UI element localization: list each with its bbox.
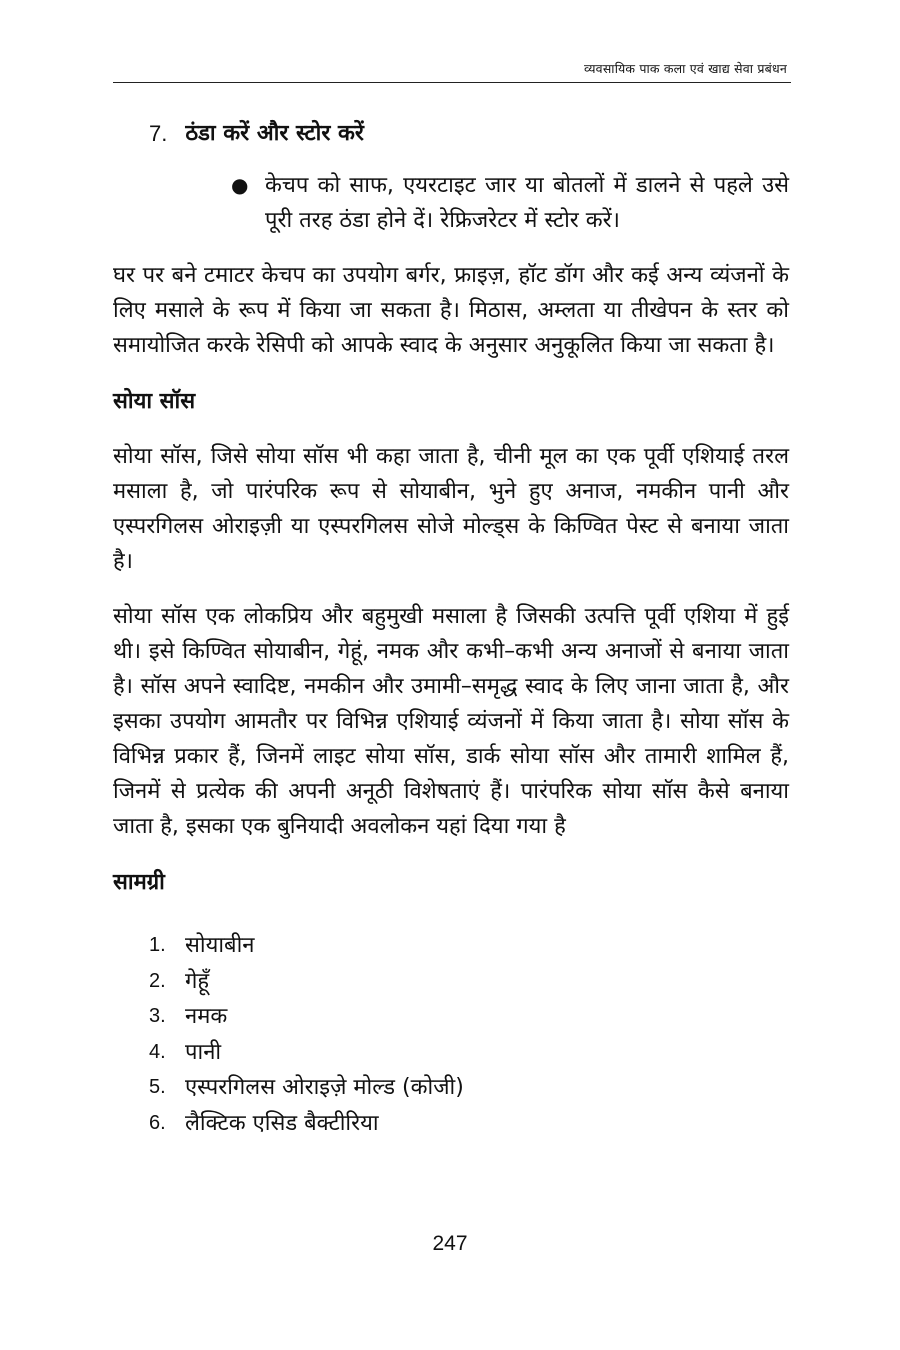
bullet-icon: ●: [231, 173, 249, 197]
page-number: 247: [432, 1232, 468, 1255]
list-number: 5.: [149, 1076, 166, 1098]
ingredient-list: [149, 928, 789, 1141]
paragraph-ketchup-use: घर पर बने टमाटर केचप का उपयोग बर्गर, फ्राइज़, हॉट डॉग और कई अन्य व्यंजनों के लिए मसाले के रूप में किया जा सकता है। मिठास, अम्लता या तीखेपन के स्तर को समायोजित करके रेसिपी को आपके स्वाद के अनुसार अनुकूलित किया जा सकता है।: [113, 263, 789, 358]
list-item: [149, 964, 789, 1000]
step-number: 7.: [149, 121, 168, 146]
paragraph-soy-detail: सोया सॉस एक लोकप्रिय और बहुमुखी मसाला है जिसकी उत्पत्ति पूर्वी एशिया में हुई थी। इसे किण्वित सोयाबीन, गेहूं, नमक और कभी–कभी अन्य अनाजों से बनाया जाता है। सॉस अपने स्वादिष्ट, नमकीन और उमामी–समृद्ध स्वाद के लिए जाना जाता है, और इसका उपयोग आमतौर पर विभिन्न एशियाई व्यंजनों में किया जाता है। सोया सॉस के विभिन्न प्रकार हैं, जिनमें लाइट सोया सॉस, डार्क सोया सॉस और तामारी शामिल हैं, जिनमें से प्रत्येक की अपनी अनूठी विशेषताएं हैं। पारंपरिक सोया सॉस कैसे बनाया जाता है, इसका एक बुनियादी अवलोकन यहां दिया गया है: [113, 604, 789, 839]
list-number: 1.: [149, 934, 166, 956]
page-content: [113, 108, 789, 1141]
bullet-text: केचप को साफ, एयरटाइट जार या बोतलों में डालने से पहले उसे पूरी तरह ठंडा होने दें। रेफ्रिजरेटर में स्टोर करें।: [265, 173, 789, 233]
list-label: नमक: [185, 1004, 228, 1029]
list-item: [149, 999, 789, 1035]
list-item: [149, 928, 789, 964]
list-number: 4.: [149, 1040, 166, 1063]
heading-ingredients: सामग्री: [113, 870, 165, 895]
list-number: 3.: [149, 1005, 166, 1027]
list-item: [149, 1035, 789, 1071]
heading-soy-sauce: सोया सॉस: [113, 389, 196, 414]
list-label: एस्परगिलस ओराइज़े मोल्ड (कोजी): [185, 1075, 464, 1100]
list-label: गेहूँ: [185, 968, 210, 994]
list-number: 2.: [149, 969, 166, 992]
list-label: लैक्टिक एसिड बैक्टीरिया: [185, 1110, 379, 1136]
list-item: [149, 1070, 789, 1106]
list-item: [149, 1106, 789, 1142]
running-header: व्यवसायिक पाक कला एवं खाद्य सेवा प्रबंधन: [583, 61, 787, 76]
header-divider: [113, 82, 791, 83]
step-heading: [149, 114, 789, 154]
paragraph-soy-intro: सोया सॉस, जिसे सोया सॉस भी कहा जाता है, चीनी मूल का एक पूर्वी एशियाई तरल मसाला है, जो पारंपरिक रूप से सोयाबीन, भुने हुए अनाज, नमकीन पानी और एस्परगिलस ओराइज़ी या एस्परगिलस सोजे मोल्ड्स के किण्वित पेस्ट से बनाया जाता है।: [113, 444, 789, 574]
bullet-item: [231, 168, 789, 238]
step-title: ठंडा करें और स्टोर करें: [185, 121, 364, 146]
list-label: पानी: [185, 1039, 222, 1065]
list-number: 6.: [149, 1111, 166, 1134]
list-label: सोयाबीन: [185, 933, 255, 958]
